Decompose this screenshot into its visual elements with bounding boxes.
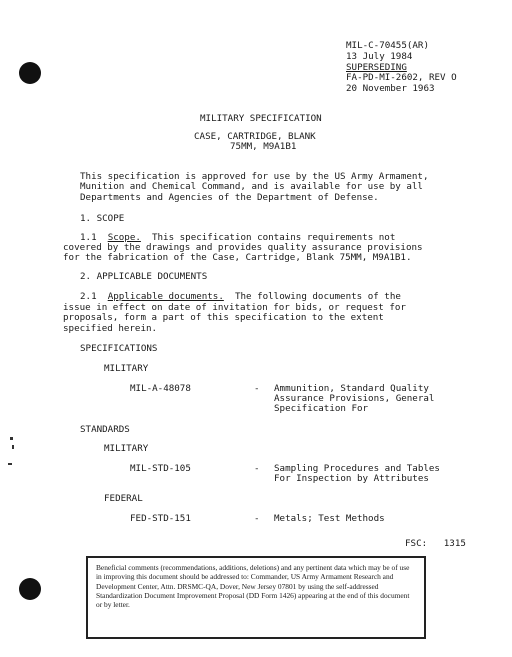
section-2-heading: 2. APPLICABLE DOCUMENTS — [80, 271, 208, 282]
para-number: 2.1 — [80, 291, 97, 302]
fsc-label: FSC: — [405, 538, 428, 549]
title-line-2: 75MM, M9A1B1 — [230, 141, 297, 152]
standard-number: MIL-STD-105 — [130, 463, 191, 474]
federal-heading: FEDERAL — [104, 493, 143, 504]
scope-paragraph-line: covered by the drawings and provides quality assurance provisions — [63, 242, 423, 253]
comments-notice-text: Beneficial comments (recommendations, additions, deletions) and any pertinent data which may be of use in improving this document should be addressed to: Commander, US Army Armament Research and Development Center, Attn. DRSMC-QA, Dover, New Jersey 07801 by using the self-addressed Standardization Document Improvement Proposal (DD Form 1426) appearing at the end of this document or by letter. — [96, 563, 410, 610]
title-line-1: CASE, CARTRIDGE, BLANK — [194, 131, 316, 142]
applicable-docs-line: issue in effect on date of invitation for bids, or request for — [63, 302, 406, 313]
standard-number: FED-STD-151 — [130, 513, 191, 524]
applicable-docs-line: proposals, form a part of this specification to the extent — [63, 312, 384, 323]
list-dash: - — [254, 463, 260, 474]
scan-speck — [8, 463, 12, 465]
list-dash: - — [254, 513, 260, 524]
para-text: This specification contains requirements not — [151, 232, 396, 243]
intro-line: Departments and Agencies of the Department of Defense. — [80, 192, 379, 203]
fsc-code — [405, 538, 466, 549]
para-title: Scope. — [107, 232, 141, 243]
comments-notice-box — [86, 556, 426, 639]
superseded-document: FA-PD-MI-2602, REV O — [346, 72, 457, 83]
scan-speck — [12, 445, 14, 449]
spec-title-line: Specification For — [274, 403, 369, 414]
list-dash: - — [254, 383, 260, 394]
para-text: The following documents of the — [234, 291, 401, 302]
intro-line: Munition and Chemical Command, and is available for use by all — [80, 181, 423, 192]
punch-hole-bottom — [19, 578, 41, 600]
scope-paragraph-line: for the fabrication of the Case, Cartridge, Blank 75MM, M9A1B1. — [63, 252, 412, 263]
document-date: 13 July 1984 — [346, 51, 413, 62]
section-1-heading: 1. SCOPE — [80, 213, 125, 224]
para-title: Applicable documents. — [107, 291, 224, 302]
document-number: MIL-C-70455(AR) — [346, 40, 429, 51]
spec-title-line: Ammunition, Standard Quality — [274, 383, 429, 394]
spec-number: MIL-A-48078 — [130, 383, 191, 394]
fsc-value: 1315 — [443, 538, 466, 549]
standard-title-line: Sampling Procedures and Tables — [274, 463, 440, 474]
spec-title-line: Assurance Provisions, General — [274, 393, 435, 404]
applicable-docs-line — [80, 291, 401, 302]
punch-hole-top — [19, 62, 41, 84]
standard-title-line: Metals; Test Methods — [274, 513, 385, 524]
scan-speck — [10, 437, 13, 440]
applicable-docs-line: specified herein. — [63, 323, 158, 334]
superseded-date: 20 November 1963 — [346, 83, 435, 94]
intro-line: This specification is approved for use by the US Army Armament, — [80, 171, 429, 182]
standards-heading: STANDARDS — [80, 424, 130, 435]
military-heading: MILITARY — [104, 363, 149, 374]
standard-title-line: For Inspection by Attributes — [274, 473, 429, 484]
spec-type-heading: MILITARY SPECIFICATION — [200, 113, 322, 124]
para-number: 1.1 — [80, 232, 97, 243]
military-heading: MILITARY — [104, 443, 149, 454]
specifications-heading: SPECIFICATIONS — [80, 343, 158, 354]
superseding-label: SUPERSEDING — [346, 62, 407, 73]
